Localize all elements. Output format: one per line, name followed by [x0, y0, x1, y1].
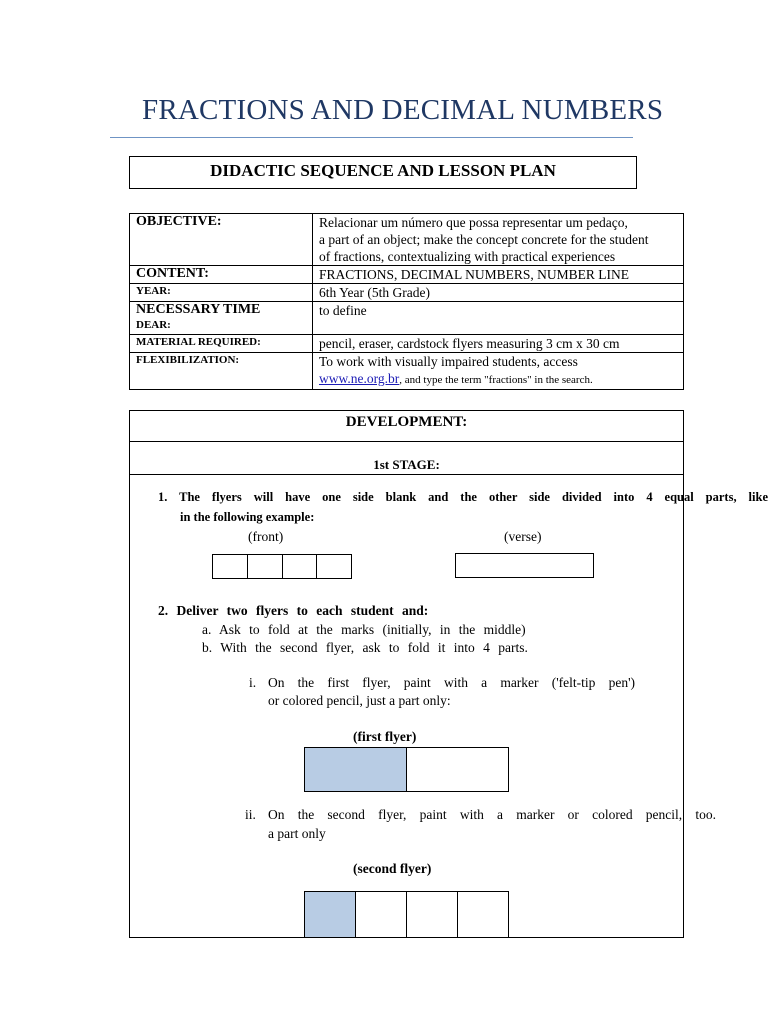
- flyer-part: [248, 555, 283, 578]
- title-underline: [110, 137, 633, 138]
- row-year: [130, 284, 684, 302]
- year-value: 6th Year (5th Grade): [313, 284, 684, 302]
- step-2-text: 2. Deliver two flyers to each student and:: [158, 603, 429, 618]
- subtitle-box: [129, 156, 637, 189]
- objective-line: Relacionar um número que possa representar um pedaço,: [319, 215, 628, 230]
- document-title: FRACTIONS AND DECIMAL NUMBERS: [142, 94, 664, 126]
- item-i-line1: On the first flyer, paint with a marker ('felt-tip pen'): [268, 675, 635, 690]
- development-heading: DEVELOPMENT:: [130, 411, 683, 442]
- stage-heading: 1st STAGE:: [130, 442, 683, 475]
- year-label: YEAR:: [130, 284, 313, 302]
- step-1-text: 1. The flyers will have one side blank and the other side divided into 4 equal parts, like: [158, 490, 768, 504]
- objective-line: of fractions, contextualizing with practical experiences: [319, 249, 616, 264]
- flex-label: FLEXIBILIZATION:: [130, 353, 313, 390]
- time-label-line1: NECESSARY TIME: [136, 302, 261, 317]
- flyer-part: [213, 555, 248, 578]
- item-ii-line2: a part only: [268, 826, 326, 841]
- row-objective: [130, 214, 684, 266]
- row-material: [130, 335, 684, 353]
- first-flyer-diagram: [304, 747, 509, 792]
- flyer-part: [283, 555, 318, 578]
- flex-line: To work with visually impaired students, access: [319, 354, 578, 369]
- content-label: CONTENT:: [130, 266, 313, 284]
- flex-tail: , and type the term "fractions" in the search.: [399, 374, 593, 386]
- step-2a-text: a. Ask to fold at the marks (initially, in the middle): [202, 622, 526, 637]
- objective-value: [313, 214, 684, 266]
- first-flyer-caption: (first flyer): [353, 729, 417, 744]
- objective-line: a part of an object; make the concept concrete for the student: [319, 232, 649, 247]
- second-flyer-diagram: [304, 891, 509, 937]
- step-2b-text: b. With the second flyer, ask to fold it into 4 parts.: [202, 640, 528, 655]
- item-ii-line1: On the second flyer, paint with a marker or colored pencil, too.: [268, 807, 716, 822]
- flyer-verse-diagram: [455, 553, 594, 578]
- content-value: FRACTIONS, DECIMAL NUMBERS, NUMBER LINE: [313, 266, 684, 284]
- time-value: to define: [313, 302, 684, 335]
- material-value: pencil, eraser, cardstock flyers measuring 3 cm x 30 cm: [313, 335, 684, 353]
- item-ii-marker: ii.: [245, 807, 256, 822]
- time-label-line2: DEAR:: [136, 319, 171, 331]
- lesson-info-table: [129, 213, 684, 390]
- material-label: MATERIAL REQUIRED:: [130, 335, 313, 353]
- flex-line-2: [319, 370, 678, 389]
- time-label: [130, 302, 313, 335]
- flyer-front-diagram: [212, 554, 352, 579]
- item-i-marker: i.: [249, 675, 257, 690]
- second-flyer-caption: (second flyer): [353, 861, 432, 876]
- flyer-painted-quarter: [305, 892, 356, 937]
- front-caption: (front): [248, 529, 284, 544]
- verse-caption: (verse): [504, 529, 542, 544]
- item-i-line2: or colored pencil, just a part only:: [268, 693, 451, 708]
- flex-value: [313, 353, 684, 390]
- flyer-quarter: [458, 892, 508, 937]
- website-link[interactable]: www.ne.org.br: [319, 371, 400, 386]
- flyer-quarter: [407, 892, 458, 937]
- row-content: [130, 266, 684, 284]
- objective-label: OBJECTIVE:: [130, 214, 313, 266]
- flyer-quarter: [356, 892, 407, 937]
- row-flexibilization: [130, 353, 684, 390]
- subtitle: DIDACTIC SEQUENCE AND LESSON PLAN: [210, 161, 556, 180]
- step-1-text-continued: in the following example:: [180, 510, 315, 524]
- row-time: [130, 302, 684, 335]
- flyer-part: [317, 555, 351, 578]
- flyer-painted-half: [305, 748, 407, 791]
